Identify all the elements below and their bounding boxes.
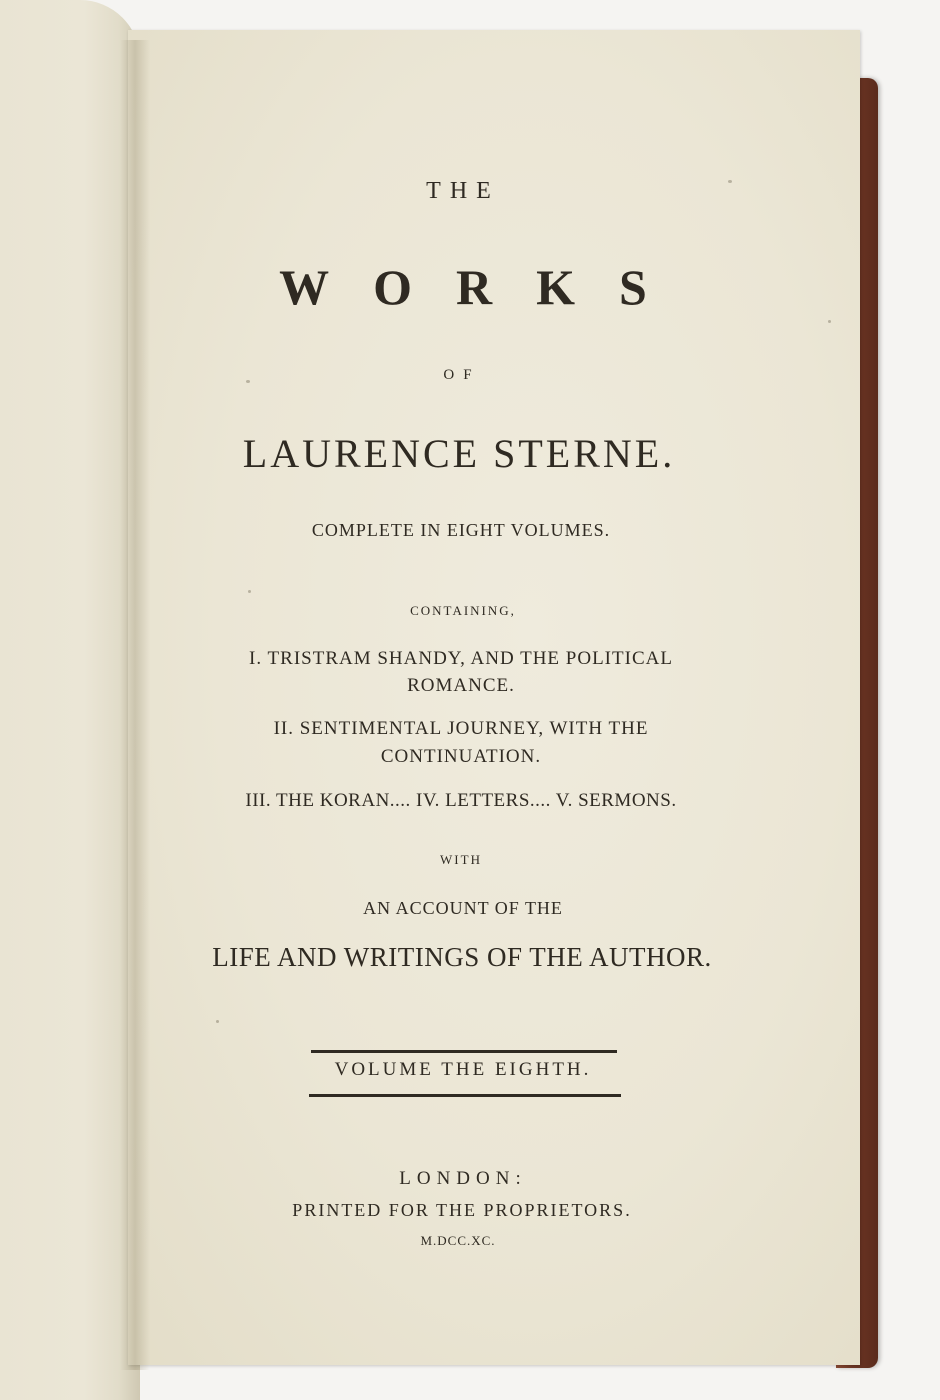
complete-line: COMPLETE IN EIGHT VOLUMES.	[311, 520, 611, 540]
author-name: LAURENCE STERNE.	[242, 431, 676, 476]
volume-rule-bottom	[309, 1094, 621, 1097]
with-line: WITH	[440, 852, 482, 867]
foxing-spot	[828, 320, 831, 323]
imprint-city: LONDON:	[399, 1168, 527, 1189]
foxing-spot	[728, 180, 732, 183]
title-works: WORKS	[279, 259, 691, 315]
imprint-printer: PRINTED FOR THE PROPRIETORS.	[292, 1200, 632, 1220]
volume-line: VOLUME THE EIGHTH.	[334, 1059, 592, 1080]
contents-line-2: ROMANCE.	[407, 675, 515, 696]
page-gutter-shadow	[120, 40, 150, 1370]
contents-line-4: CONTINUATION.	[380, 746, 542, 767]
title-the: THE	[426, 178, 500, 204]
title-page	[128, 30, 860, 1365]
account-line: AN ACCOUNT OF THE	[363, 898, 563, 918]
imprint-date: M.DCC.XC.	[420, 1233, 496, 1248]
foxing-spot	[216, 1020, 219, 1023]
containing-line: CONTAINING,	[410, 603, 516, 618]
facing-page	[0, 0, 140, 1400]
volume-rule-top	[311, 1050, 617, 1053]
foxing-spot	[246, 380, 250, 383]
contents-line-5: III. THE KORAN.... IV. LETTERS.... V. SERMONS.	[245, 790, 677, 811]
life-line: LIFE AND WRITINGS OF THE AUTHOR.	[212, 942, 712, 972]
contents-line-3: II. SENTIMENTAL JOURNEY, WITH THE	[273, 718, 649, 739]
contents-line-1: I. TRISTRAM SHANDY, AND THE POLITICAL	[249, 648, 673, 669]
foxing-spot	[248, 590, 251, 593]
title-of: OF	[443, 367, 481, 383]
